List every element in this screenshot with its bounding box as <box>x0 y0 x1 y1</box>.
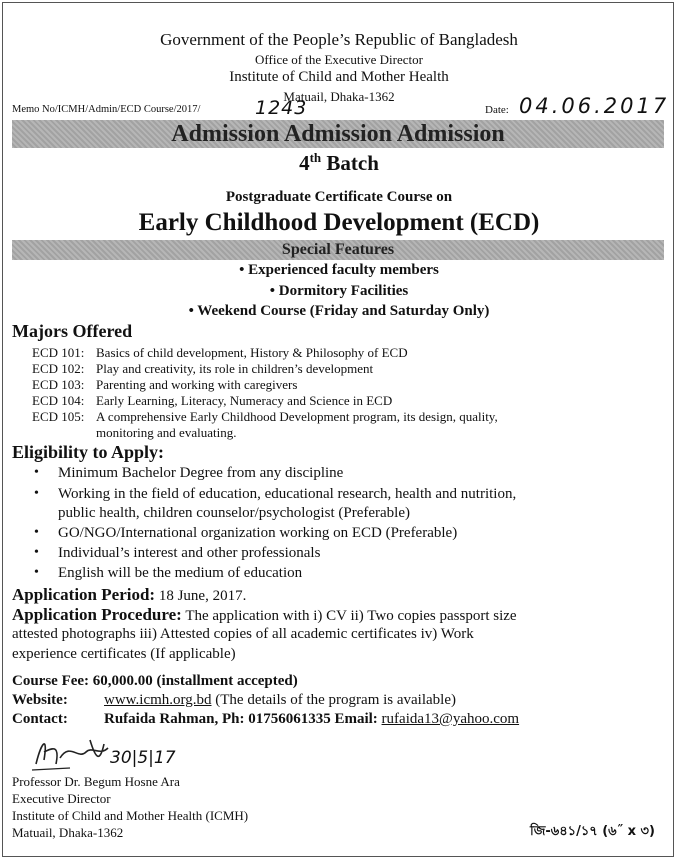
batch-suffix: th <box>309 150 322 165</box>
major-code: ECD 105: <box>32 409 85 424</box>
signatory-title: Executive Director <box>12 791 111 806</box>
major-desc-continued: monitoring and evaluating. <box>96 425 237 440</box>
feature-item: • Dormitory Facilities <box>269 283 409 299</box>
government-heading: Government of the People’s Republic of Bangladesh <box>160 30 518 49</box>
major-code: ECD 104: <box>32 393 85 408</box>
website-note: (The details of the program is available) <box>215 692 456 708</box>
eligibility-heading: Eligibility to Apply: <box>12 442 165 462</box>
procedure-line: The application with i) CV ii) Two copies passport size <box>185 608 517 624</box>
eligibility-item-continued: public health, children counselor/psychologist (Preferable) <box>58 505 410 521</box>
application-period <box>12 585 246 605</box>
eligibility-item: Individual’s interest and other professionals <box>58 545 321 561</box>
major-desc: Basics of child development, History & Philosophy of ECD <box>96 345 408 360</box>
major-code: ECD 102: <box>32 361 85 376</box>
institute-heading: Institute of Child and Mother Health <box>229 69 449 85</box>
handwritten-memo-number: 1243 <box>255 97 308 119</box>
website-value <box>104 692 456 709</box>
website-label: Website: <box>12 692 68 708</box>
majors-heading: Majors Offered <box>12 321 133 341</box>
footer-code: জি-৬৪১/১৭ (৬˝ x ৩) <box>530 824 655 839</box>
signatory-institute: Institute of Child and Mother Health (ICMH) <box>12 808 249 823</box>
signatory-address: Matuail, Dhaka-1362 <box>12 825 124 840</box>
course-intro: Postgraduate Certificate Course on <box>225 189 453 205</box>
feature-text: Weekend Course (Friday and Saturday Only) <box>197 303 490 319</box>
major-desc: Play and creativity, its role in children’s development <box>96 361 374 376</box>
contact-name-phone: Rufaida Rahman, Ph: 01756061335 <box>104 711 331 727</box>
institute-address: Matuail, Dhaka-1362 <box>283 89 395 104</box>
major-code: ECD 103: <box>32 377 85 392</box>
application-procedure-label: Application Procedure: <box>12 605 182 624</box>
batch-number: 4 <box>299 151 310 175</box>
batch-heading <box>0 150 678 176</box>
feature-item: • Weekend Course (Friday and Saturday Only) <box>188 303 490 319</box>
memo-label: Memo No/ICMH/Admin/ECD Course/2017/ <box>12 104 201 115</box>
bullet-icon: • <box>34 525 39 540</box>
major-desc: Parenting and working with caregivers <box>96 377 298 392</box>
eligibility-item: GO/NGO/International organization working on ECD (Preferable) <box>58 525 458 541</box>
course-fee: Course Fee: 60,000.00 (installment accepted) <box>12 673 298 689</box>
feature-text: Experienced faculty members <box>248 262 439 278</box>
major-item <box>32 361 373 377</box>
major-item <box>32 393 392 409</box>
contact-value <box>104 711 519 728</box>
major-item <box>32 345 408 361</box>
course-title: Early Childhood Development (ECD) <box>138 209 540 236</box>
contact-email-link[interactable]: rufaida13@yahoo.com <box>381 711 520 727</box>
batch-word: Batch <box>326 151 379 175</box>
website-link[interactable]: www.icmh.org.bd <box>104 692 212 708</box>
feature-item: • Experienced faculty members <box>239 262 439 278</box>
contact-label: Contact: <box>12 711 68 727</box>
procedure-line: attested photographs iii) Attested copies of all academic certificates iv) Work <box>12 626 474 642</box>
office-heading: Office of the Executive Director <box>255 52 423 67</box>
major-code: ECD 101: <box>32 345 85 360</box>
application-period-label: Application Period: <box>12 585 156 604</box>
date-label: Date: <box>485 104 509 116</box>
contact-email-label: Email: <box>334 711 378 727</box>
feature-text: Dormitory Facilities <box>278 283 409 299</box>
application-procedure <box>12 605 517 625</box>
application-period-value: 18 June, 2017. <box>158 588 247 604</box>
signatory-name: Professor Dr. Begum Hosne Ara <box>12 774 180 789</box>
eligibility-item: Working in the field of education, educational research, health and nutrition, <box>58 486 517 502</box>
special-features-banner: Special Features <box>12 240 664 260</box>
admission-banner: Admission Admission Admission <box>12 120 664 148</box>
bullet-icon: • <box>34 486 39 501</box>
signature-date: 30|5|17 <box>110 748 176 768</box>
major-item <box>32 377 297 393</box>
handwritten-date: 04.06.2017 <box>519 94 670 118</box>
major-item <box>32 409 498 425</box>
eligibility-item: English will be the medium of education <box>58 565 303 581</box>
bullet-icon: • <box>34 465 39 480</box>
procedure-line: experience certificates (If applicable) <box>12 646 236 662</box>
eligibility-item: Minimum Bachelor Degree from any discipline <box>58 465 344 481</box>
major-desc: A comprehensive Early Childhood Development program, its design, quality, <box>96 409 498 424</box>
bullet-icon: • <box>34 565 39 580</box>
bullet-icon: • <box>34 545 39 560</box>
major-desc: Early Learning, Literacy, Numeracy and Science in ECD <box>96 393 393 408</box>
